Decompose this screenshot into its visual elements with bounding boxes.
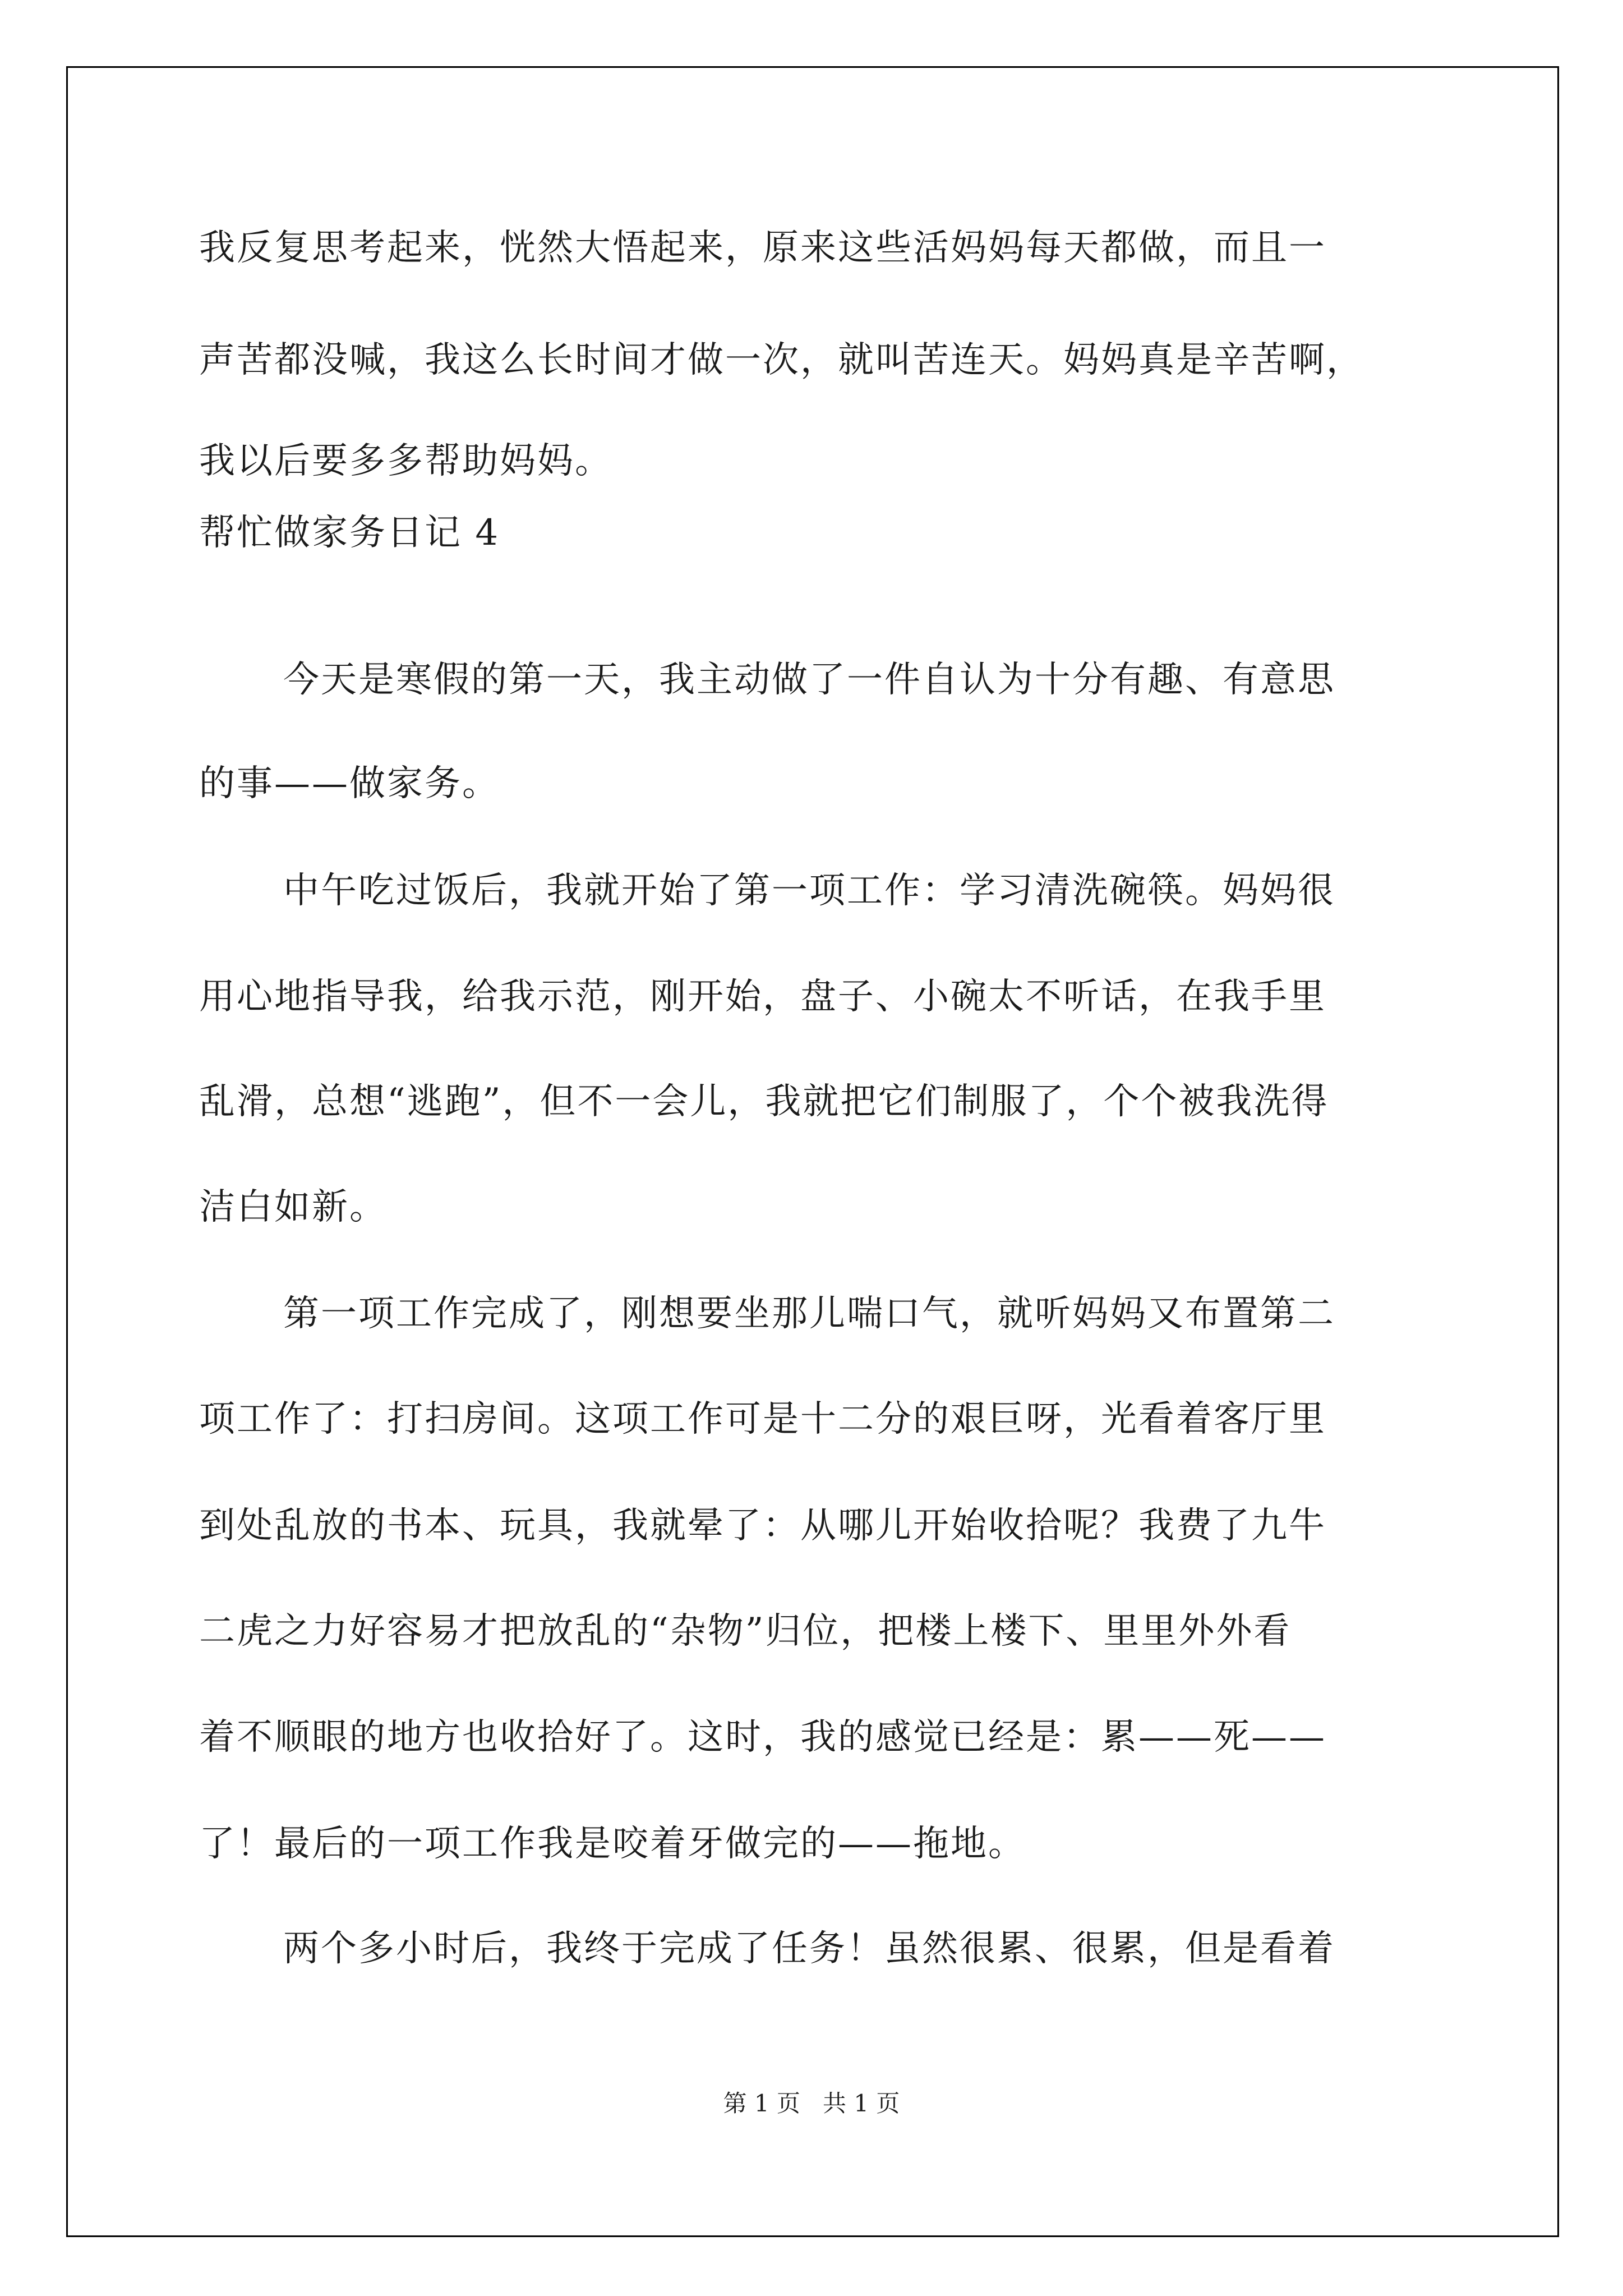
text-line: 的事——做家务。 [199, 763, 500, 804]
text-line: 声苦都没喊，我这么长时间才做一次，就叫苦连天。妈妈真是辛苦啊， [199, 339, 1364, 381]
paragraph-first-line: 第一项工作完成了，刚想要坐那儿喘口气，就听妈妈又布置第二 [283, 1293, 1335, 1335]
page-border [66, 66, 1559, 2237]
text-line: 洁白如新。 [199, 1186, 387, 1228]
section-heading: 帮忙做家务日记 4 [199, 512, 500, 554]
page-number-current: 第 1 页 [723, 2090, 800, 2117]
paragraph-first-line: 中午吃过饭后，我就开始了第一项工作：学习清洗碗筷。妈妈很 [283, 870, 1335, 912]
text-line: 了！最后的一项工作我是咬着牙做完的——拖地。 [199, 1823, 1026, 1865]
text-line: 项工作了：打扫房间。这项工作可是十二分的艰巨呀，光看着客厅里 [199, 1398, 1326, 1440]
text-line: 乱滑，总想“逃跑”，但不一会儿，我就把它们制服了，个个被我洗得 [199, 1081, 1329, 1122]
page-number-total: 共 1 页 [823, 2090, 900, 2117]
paragraph-first-line: 两个多小时后，我终于完成了任务！虽然很累、很累，但是看着 [283, 1928, 1335, 1970]
text-line: 二虎之力好容易才把放乱的“杂物”归位，把楼上楼下、里里外外看 [199, 1611, 1292, 1652]
text-line: 用心地指导我，给我示范，刚开始，盘子、小碗太不听话，在我手里 [199, 976, 1326, 1018]
text-line: 着不顺眼的地方也收拾好了。这时，我的感觉已经是：累——死—— [199, 1717, 1326, 1758]
text-line: 我以后要多多帮助妈妈。 [199, 440, 612, 482]
paragraph-first-line: 今天是寒假的第一天，我主动做了一件自认为十分有趣、有意思 [283, 659, 1335, 701]
text-line: 我反复思考起来，恍然大悟起来，原来这些活妈妈每天都做，而且一 [199, 227, 1326, 269]
text-line: 到处乱放的书本、玩具，我就晕了：从哪儿开始收拾呢？我费了九牛 [199, 1505, 1326, 1547]
page-footer [0, 2090, 1623, 2118]
